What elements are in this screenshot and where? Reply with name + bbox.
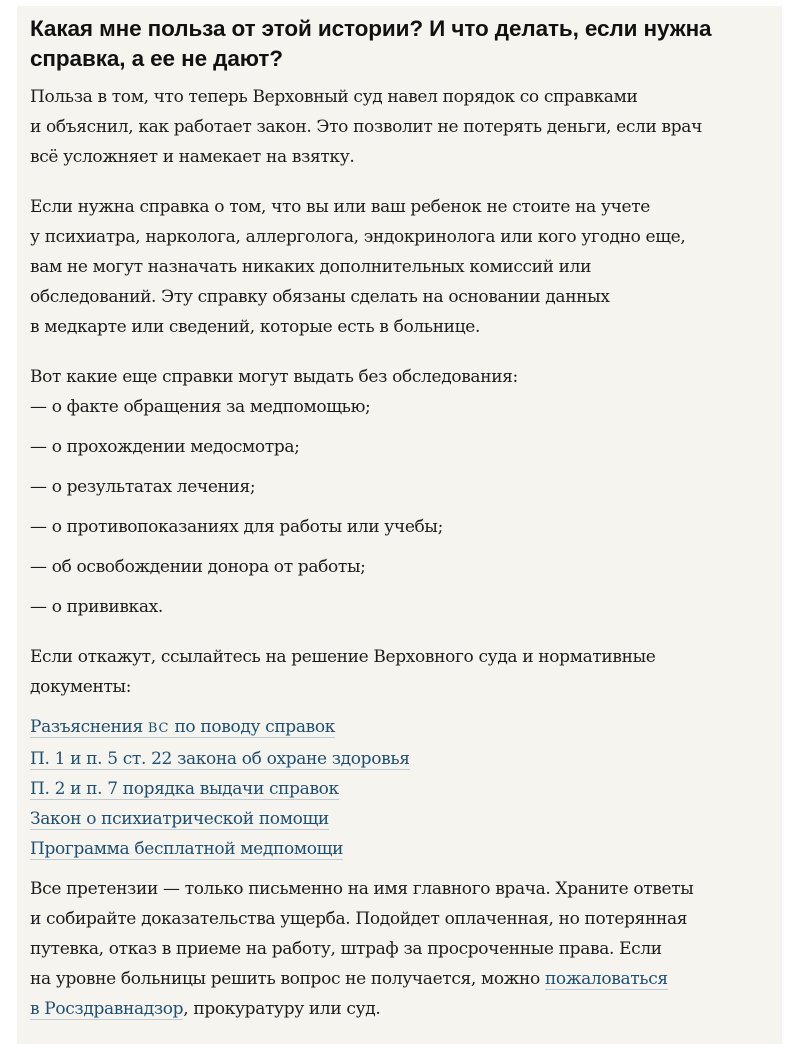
list-item: — о противопоказаниях для работы или учебы; <box>30 517 443 537</box>
paragraph-claims <box>30 874 770 1024</box>
paragraph-line: путевка, отказ в приеме на работу, штраф за просроченные права. Если <box>30 939 662 959</box>
paragraph-line: у психиатра, нарколога, аллерголога, эндокринолога или кого угодно еще, <box>30 227 686 247</box>
list-item: — о результатах лечения; <box>30 477 256 497</box>
paragraph-certificate-rules <box>30 192 770 342</box>
paragraph-line: документы: <box>30 677 132 697</box>
list-intro: Вот какие еще справки могут выдать без обследования: <box>30 367 518 387</box>
paragraph-refusal <box>30 642 770 702</box>
paragraph-line: Если откажут, ссылайтесь на решение Верховного суда и нормативные <box>30 647 656 667</box>
list-item: — о прививках. <box>30 597 163 617</box>
paragraph-line: обследований. Эту справку обязаны сделать на основании данных <box>30 287 610 307</box>
paragraph-line: всё усложняет и намекает на взятку. <box>30 147 355 167</box>
link-psychiatric-care-law[interactable]: Закон о психиатрической помощи <box>30 809 329 829</box>
link-complain-roszdravnadzor[interactable]: пожаловаться <box>544 969 668 989</box>
section-heading-line-1: Какая мне польза от этой истории? И что делать, если нужна <box>30 16 712 41</box>
paragraph-line: на уровне больницы решить вопрос не получается, можно пожаловаться <box>30 969 668 989</box>
list-item: — об освобождении донора от работы; <box>30 557 366 577</box>
section-heading <box>30 14 770 74</box>
link-health-protection-law[interactable]: П. 1 и п. 5 ст. 22 закона об охране здоровья <box>30 749 410 769</box>
link-free-medical-care-program[interactable]: Программа бесплатной медпомощи <box>30 839 344 859</box>
list-item: — о прохождении медосмотра; <box>30 437 300 457</box>
link-complain-roszdravnadzor-cont[interactable]: в Росздравнадзор <box>30 999 184 1019</box>
paragraph-line: Если нужна справка о том, что вы или ваш ребенок не стоите на учете <box>30 197 650 217</box>
paragraph-benefit <box>30 82 770 172</box>
link-supreme-court-clarification[interactable]: Разъяснения ВС по поводу справок <box>30 717 336 737</box>
paragraph-line: в медкарте или сведений, которые есть в больнице. <box>30 317 481 337</box>
paragraph-line: вам не могут назначать никаких дополнительных комиссий или <box>30 257 592 277</box>
document-links <box>30 712 770 864</box>
section-heading-line-2: справка, а ее не дают? <box>30 46 283 71</box>
paragraph-line: и объяснил, как работает закон. Это позволит не потерять деньги, если врач <box>30 117 702 137</box>
certificate-list <box>30 362 770 622</box>
paragraph-line: Все претензии — только письменно на имя главного врача. Храните ответы <box>30 879 694 899</box>
article-card <box>17 6 782 1044</box>
paragraph-line: Польза в том, что теперь Верховный суд навел порядок со справками <box>30 87 638 107</box>
paragraph-line: и собирайте доказательства ущерба. Подойдет оплаченная, но потерянная <box>30 909 688 929</box>
list-item: — о факте обращения за медпомощью; <box>30 397 371 417</box>
paragraph-line: в Росздравнадзор, прокуратуру или суд. <box>30 999 381 1019</box>
link-certificate-procedure[interactable]: П. 2 и п. 7 порядка выдачи справок <box>30 779 339 799</box>
